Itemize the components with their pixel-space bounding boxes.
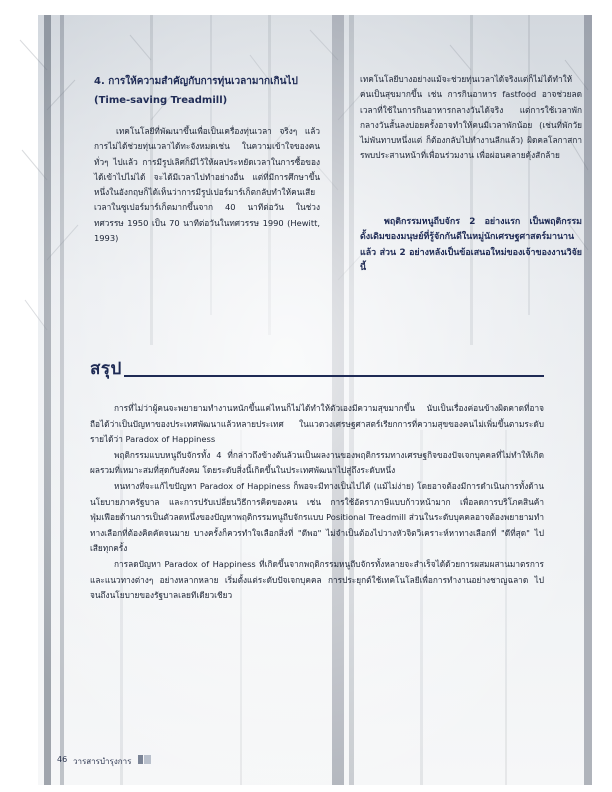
summary-title: สรุป	[90, 359, 122, 379]
summary-body	[90, 401, 544, 604]
summary-paragraph: หนทางที่จะแก้ไขปัญหา Paradox of Happiness ก็พอจะมีทางเป็นไปได้ (แม้ไม่ง่าย) โดยอาจต้องมีการดำเนินการทั้งด้านนโยบายภาครัฐบาล และการปรับเปลี่ยนวิธีการคิดของคน เช่น การใช้อัตราภาษีแบบก้าวหน้ามาก เพื่อลดการบริโภคสินค้าฟุ่มเฟือยด้านการเป็นตัวลดหนึ่งของปัญหาพฤติกรรมหนูถีบจักรแบบ Positional Treadmill ส่วนในระดับบุคคลอาจต้องพยายามทำทางเลือกที่ต้องคิดคัดจนมาย บางครั้งก็ควรทำใจเลือกสิ่งที่ "ดีพอ" ไม่จำเป็นต้องไปวางหัวจิตวิเคราะห์หาทางเลือกที่ "ดีที่สุด" ไปเสียทุกครั้ง	[90, 480, 544, 554]
journal-name: วารสารบำรุงการ	[73, 757, 132, 766]
summary-title-underline	[124, 375, 544, 377]
summary-paragraph: พฤติกรรมแบบหนูถีบจักรทั้ง 4 ที่กล่าวถึงข้างต้นล้วนเป็นผลงานของพฤติกรรมทางเศรษฐกิจของปัจเจกบุคคลที่ไม่ทำให้เกิดผลรวมที่เหมาะสมที่สุดกับสังคม โดยระดับสิ่งนี้เกิดขึ้นในประเทศพัฒนาไปสู่ถึงระดับหนึ่ง	[90, 449, 544, 476]
journal-logo-icon	[138, 755, 151, 764]
page-number: 46	[57, 755, 68, 764]
summary-paragraph: การลดปัญหา Paradox of Happiness ที่เกิดขึ้นจากพฤติกรรมหนูถีบจักรทั้งหลายจะสำเร็จได้ด้วยการผสมผสานมาตรการและแนวทางต่างๆ อย่างหลากหลาย เริ่มตั้งแต่ระดับปัจเจกบุคคล การประยุกต์ใช้เทคโนโลยีเพื่อการทำงานอย่างชาญฉลาด ไปจนถึงนโยบายของรัฐบาลเลยทีเดียวเชียว	[90, 558, 544, 601]
summary-paragraph: การที่ไม่ว่าผู้คนจะพยายามทำงานหนักขึ้นแค่ไหนก็ไม่ได้ทำให้ตัวเองมีความสุขมากขึ้น นับเป็นเรื่องค่อนข้างผิดคาดที่อาจถือได้ว่าเป็นปัญหาของประเทศพัฒนาแล้วหลายประเทศ ในแวดวงเศรษฐศาสตร์เรียกการที่ความสุขของคนไม่เพิ่มขึ้นตามระดับรายได้ว่า Paradox of Happiness	[90, 403, 544, 445]
section-heading: 4. การให้ความสำคัญกับการทุ่นเวลามากเกินไป (Time-saving Treadmill)	[94, 76, 298, 106]
right-column-bold-paragraph: พฤติกรรมหนูถีบจักร 2 อย่างแรก เป็นพฤติกรรมดั้งเดิมของมนุษย์ที่รู้จักกันดีในหมู่นักเศรษฐศาสตร์มานานแล้ว ส่วน 2 อย่างหลังเป็นข้อเสนอใหม่ของเจ้าของงานวิจัยนี้	[360, 217, 582, 274]
left-column-paragraph: เทคโนโลยีที่พัฒนาขึ้นเพื่อเป็นเครื่องทุ่นเวลา จริงๆ แล้วการไม่ได้ช่วยทุ่นเวลาได้ทะจังหมดเช่น ในความเข้าใจของคนทั่วๆ ไปแล้ว การมีรูปเลิศก็มีไว้ให้ผลประหยัดเวลาในการซื้อของได้เข้าไปไม่ได้ จะได้มีเวลาไปทำอย่างอื่น แต่ที่มีการศึกษาขึ้นหนึ่งในอังกฤษก็ได้เห็นว่าการมีรูปเปอร์มาร์เก็ตกลับทำให้คนเสียเวลาในซูเปอร์มาร์เก็ตมากขึ้นจาก 40 นาทีต่อวัน ในช่วงทศวรรษ 1950 เป็น 70 นาทีต่อวันในทศวรรษ 1990 (Hewitt, 1993)	[94, 126, 320, 244]
right-column-paragraph: เทคโนโลยีบางอย่างแม้จะช่วยทุ่นเวลาได้จริงแต่ก็ไม่ได้ทำให้คนเป็นสุขมากขึ้น เช่น การกินอาหาร fastfood อาจช่วยลดเวลาที่ใช้ในการกินอาหารกลางวันได้จริง แต่การใช้เวลาพักกลางวันสั้นลงบ่อยครั้งอาจทำให้คนมีเวลาพักน้อย (เช่นที่พักวัยไม่พันทาบหนึ่งแต่ ก็ต้องกลับไปทำงานลีกแล้ว) ผิดคลโลกาสการพบประสานหน้าที่เพื่อนร่วมงาน เพื่อผ่อนคลายคุ้งสักล้าย	[360, 74, 582, 161]
